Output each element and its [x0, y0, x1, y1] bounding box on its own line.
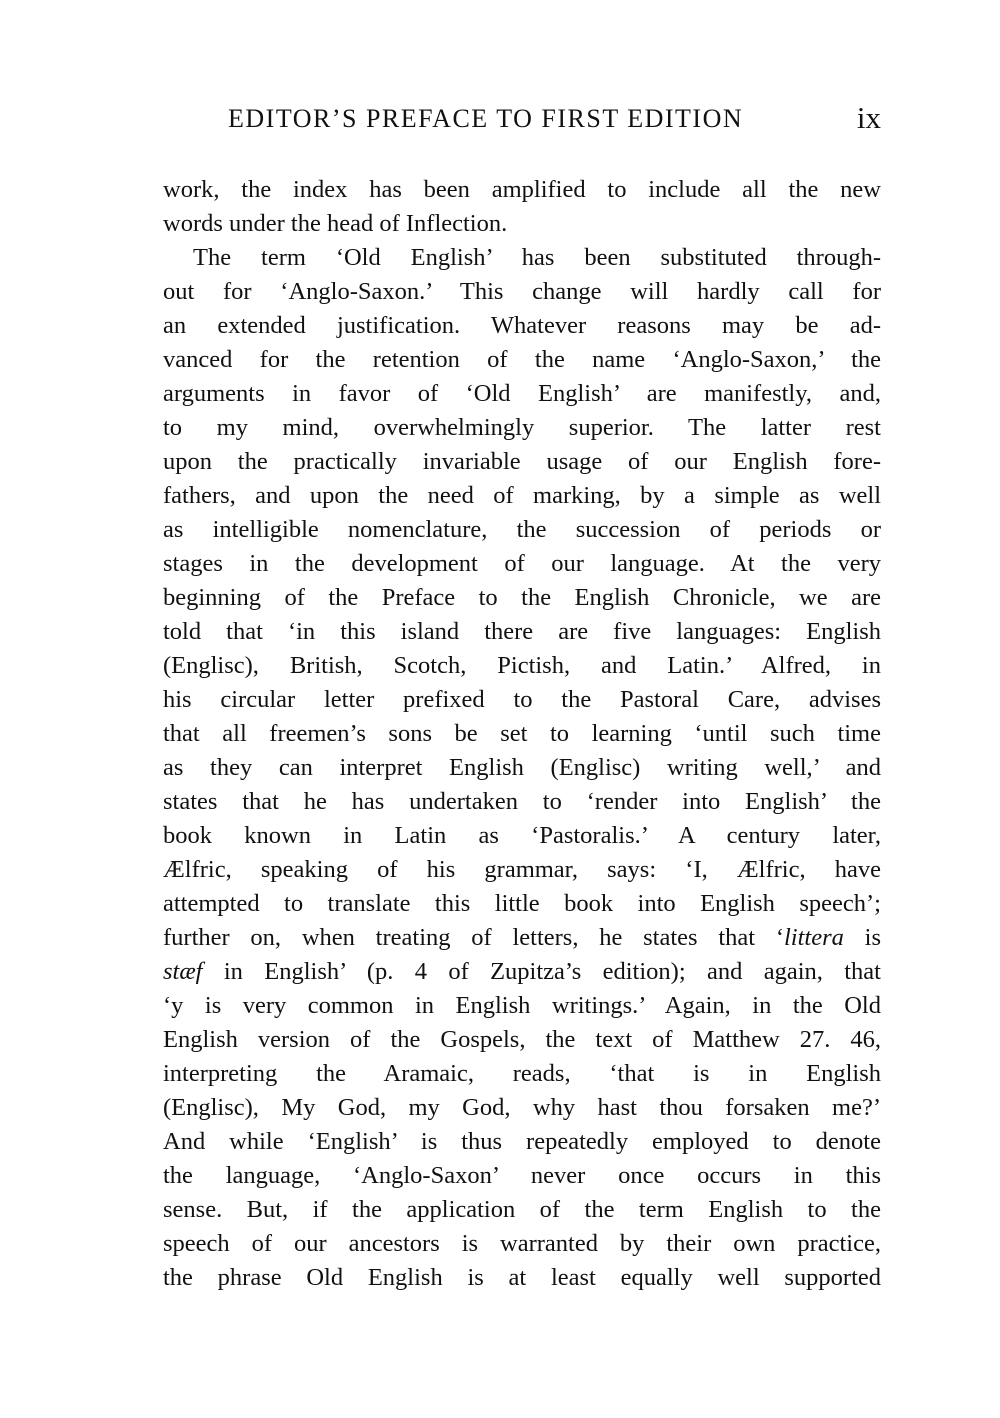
text-line: the phrase Old English is at least equally well supported	[163, 1264, 881, 1291]
text-line: told that ‘in this island there are five languages: English	[163, 618, 881, 645]
text-line	[163, 921, 881, 955]
running-title: EDITOR’S PREFACE TO FIRST EDITION	[228, 104, 744, 133]
text-line: as they can interpret English (Englisc) writing well,’ and	[163, 754, 881, 781]
text-line: upon the practically invariable usage of our English fore-	[163, 448, 881, 475]
text-line: the language, ‘Anglo-Saxon’ never once occurs in this	[163, 1162, 881, 1189]
text-line: work, the index has been amplified to include all the new	[163, 176, 881, 203]
text-line: states that he has undertaken to ‘render into English’ the	[163, 788, 881, 815]
text-line: And while ‘English’ is thus repeatedly employed to denote	[163, 1128, 881, 1155]
text-line: his circular letter prefixed to the Pastoral Care, advises	[163, 686, 881, 713]
text-line: as intelligible nomenclature, the succession of periods or	[163, 516, 881, 543]
text-line: arguments in favor of ‘Old English’ are manifestly, and,	[163, 380, 881, 407]
text-line: stages in the development of our language. At the very	[163, 550, 881, 577]
text-line: Ælfric, speaking of his grammar, says: ‘I, Ælfric, have	[163, 856, 881, 883]
page-number: ix	[856, 100, 881, 135]
text-segment: further on, when treating of letters, he states that ‘	[163, 924, 784, 951]
text-line: words under the head of Inflection.	[163, 210, 508, 237]
text-line: vanced for the retention of the name ‘Anglo-Saxon,’ the	[163, 346, 881, 373]
text-segment: in English’ (p. 4 of Zupitza’s edition); and again, that	[202, 958, 881, 985]
running-head	[163, 100, 881, 140]
text-line: fathers, and upon the need of marking, by a simple as well	[163, 482, 881, 509]
text-line: speech of our ancestors is warranted by their own practice,	[163, 1230, 881, 1257]
text-line: out for ‘Anglo-Saxon.’ This change will hardly call for	[163, 278, 881, 305]
text-segment: is	[843, 924, 882, 951]
text-line	[163, 955, 881, 989]
italic-word-littera: littera	[784, 924, 844, 951]
text-line: English version of the Gospels, the text of Matthew 27. 46,	[163, 1026, 881, 1053]
text-line: (Englisc), British, Scotch, Pictish, and Latin.’ Alfred, in	[163, 652, 881, 679]
text-line: to my mind, overwhelmingly superior. The latter rest	[163, 414, 881, 441]
text-line: beginning of the Preface to the English Chronicle, we are	[163, 584, 881, 611]
text-line: The term ‘Old English’ has been substituted through-	[193, 244, 881, 271]
text-line: (Englisc), My God, my God, why hast thou forsaken me?’	[163, 1094, 881, 1121]
text-line: sense. But, if the application of the term English to the	[163, 1196, 881, 1223]
italic-word-staef: stæf	[163, 958, 203, 985]
text-line: book known in Latin as ‘Pastoralis.’ A century later,	[163, 822, 881, 849]
text-line: interpreting the Aramaic, reads, ‘that is in English	[163, 1060, 881, 1087]
text-line: that all freemen’s sons be set to learning ‘until such time	[163, 720, 881, 747]
text-line: an extended justification. Whatever reasons may be ad-	[163, 312, 881, 339]
text-line: attempted to translate this little book into English speech’;	[163, 890, 881, 917]
text-line: ‘y is very common in English writings.’ Again, in the Old	[163, 992, 881, 1019]
